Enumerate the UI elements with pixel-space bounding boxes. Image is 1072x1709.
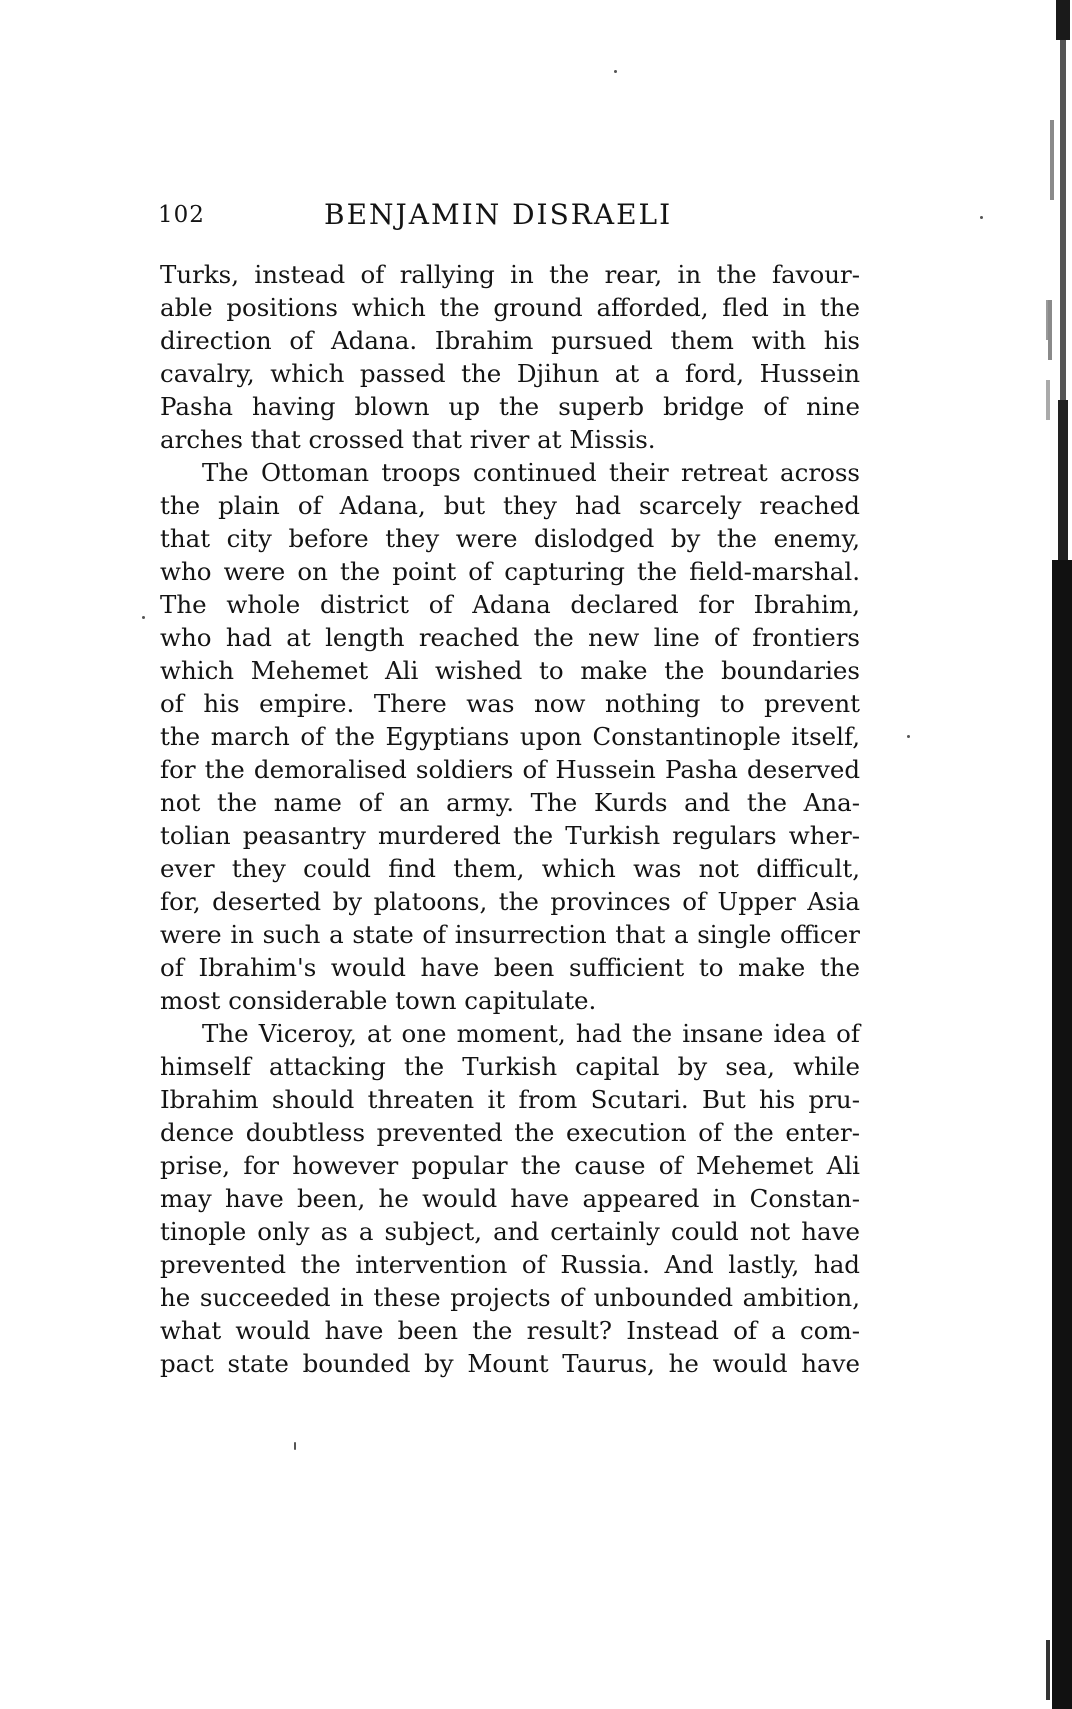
text-line: Ibrahim should threaten it from Scutari. But his pru- [160,1085,860,1114]
scan-speck [907,735,910,738]
text-line: he succeeded in these projects of unbounded ambition, [160,1283,860,1312]
text-line: of his empire. There was now nothing to prevent [160,689,860,718]
text-line: himself attacking the Turkish capital by sea, while [160,1052,860,1081]
body-text [160,258,860,1380]
scan-mark [1046,300,1048,340]
text-line: what would have been the result? Instead of a com- [160,1316,860,1345]
text-line: the plain of Adana, but they had scarcely reached [160,491,860,520]
page-header [158,198,678,238]
text-line: prise, for however popular the cause of Mehemet Ali [160,1151,860,1180]
text-line: ever they could find them, which was not difficult, [160,854,860,883]
paragraph [160,456,860,1017]
text-line: most considerable town capitulate. [160,986,597,1015]
text-line: dence doubtless prevented the execution of the enter- [160,1118,860,1147]
text-line: pact state bounded by Mount Taurus, he would have [160,1349,860,1378]
paragraph [160,1017,860,1380]
text-line: tinople only as a subject, and certainly could not have [160,1217,860,1246]
text-line: Turks, instead of rallying in the rear, in the favour- [160,260,860,289]
text-line: that city before they were dislodged by the enemy, [160,524,860,553]
paragraph [160,258,860,456]
text-line: may have been, he would have appeared in Constan- [160,1184,860,1213]
scan-edge [1042,0,1072,1709]
text-line: Pasha having blown up the superb bridge of nine [160,392,860,421]
scan-speck [142,616,145,619]
text-line: able positions which the ground afforded, fled in the [160,293,860,322]
running-head: BENJAMIN DISRAELI [324,198,673,231]
scan-speck [614,70,617,73]
text-line: direction of Adana. Ibrahim pursued them with his [160,326,860,355]
text-line: of Ibrahim's would have been sufficient to make the [160,953,860,982]
text-line: who had at length reached the new line of frontiers [160,623,860,652]
scan-speck [980,216,983,219]
text-line: The Ottoman troops continued their retreat across [202,458,860,487]
text-line: The Viceroy, at one moment, had the insane idea of [202,1019,860,1048]
text-line: were in such a state of insurrection that a single officer [160,920,860,949]
text-line: tolian peasantry murdered the Turkish regulars wher- [160,821,860,850]
text-line: which Mehemet Ali wished to make the boundaries [160,656,860,685]
text-line: the march of the Egyptians upon Constantinople itself, [160,722,860,751]
text-line: The whole district of Adana declared for Ibrahim, [160,590,860,619]
text-line: for, deserted by platoons, the provinces of Upper Asia [160,887,860,916]
page-number: 102 [158,202,205,228]
scan-speck [294,1442,296,1450]
text-line: for the demoralised soldiers of Hussein Pasha deserved [160,755,860,784]
text-line: who were on the point of capturing the field-marshal. [160,557,860,586]
text-line: arches that crossed that river at Missis. [160,425,656,454]
text-line: cavalry, which passed the Djihun at a ford, Hussein [160,359,860,388]
text-line: prevented the intervention of Russia. And lastly, had [160,1250,860,1279]
text-line: not the name of an army. The Kurds and the Ana- [160,788,860,817]
